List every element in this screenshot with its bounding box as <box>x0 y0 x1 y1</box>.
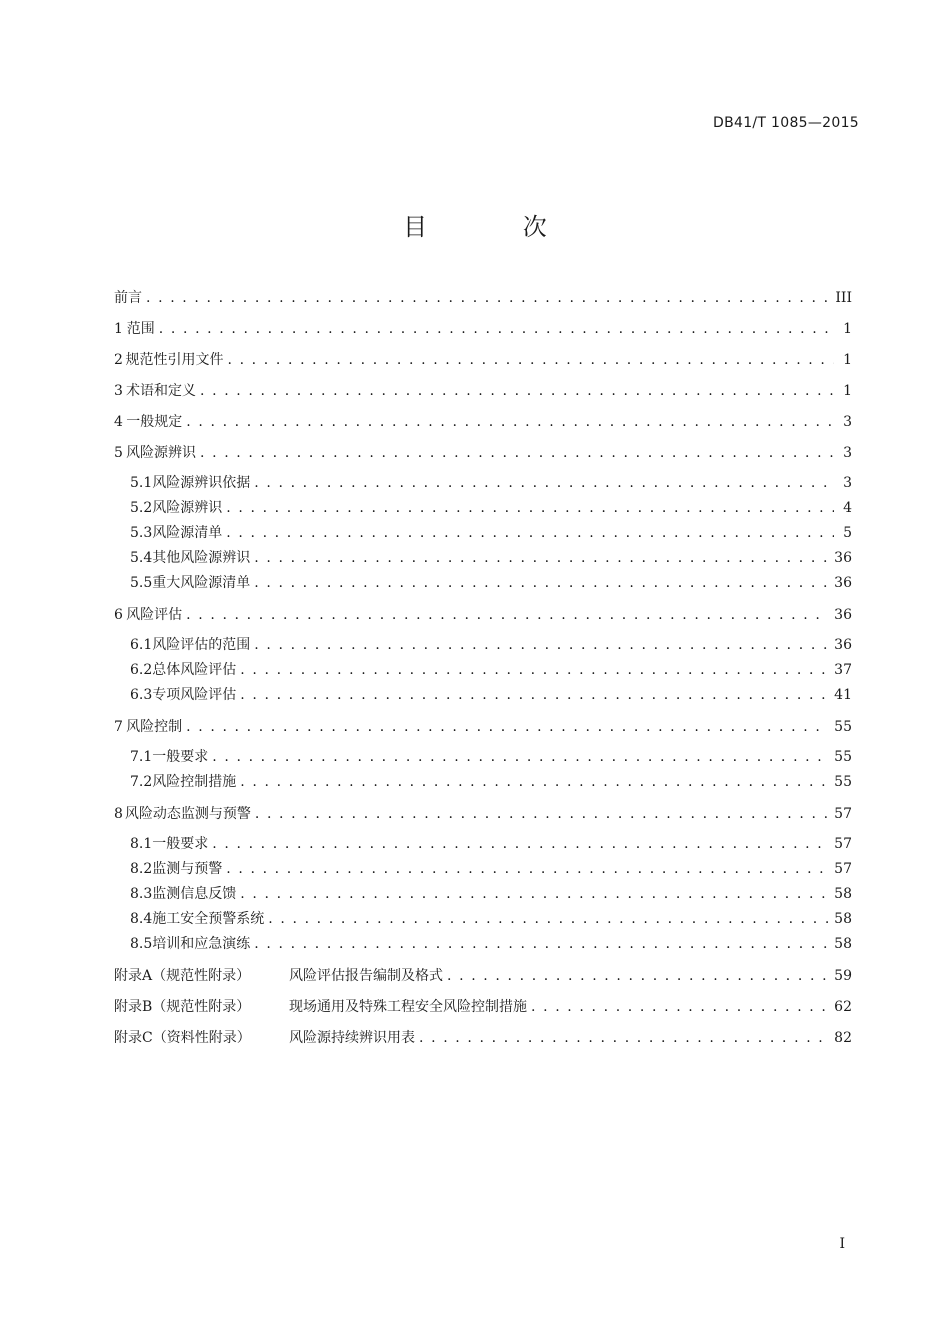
toc-page: 3 <box>843 414 852 430</box>
toc-page: 57 <box>834 861 852 877</box>
appendix-prefix: 附录A（规范性附录） <box>114 968 251 984</box>
leader-dots <box>447 963 828 989</box>
toc-page: 36 <box>834 575 852 591</box>
toc-label: 一般规定 <box>126 414 183 430</box>
appendix-prefix: 附录C（资料性附录） <box>114 1030 251 1046</box>
document-code: DB41/T 1085—2015 <box>713 115 859 131</box>
toc-number: 5.5 <box>130 575 153 591</box>
leader-dots <box>159 316 834 342</box>
toc-number: 7 <box>114 719 123 735</box>
leader-dots <box>226 496 834 520</box>
toc-label: 风险源持续辨识用表 <box>289 1030 415 1046</box>
leader-dots <box>200 440 834 466</box>
toc-label: 术语和定义 <box>126 383 196 399</box>
toc-label: 风险控制措施 <box>152 774 237 790</box>
leader-dots <box>212 832 828 856</box>
toc-page: 37 <box>834 662 852 678</box>
toc-number: 4 <box>114 414 123 430</box>
toc-entry[interactable] <box>114 832 852 857</box>
toc-entry[interactable] <box>114 496 852 521</box>
toc-label: 风险源辨识 <box>126 445 196 461</box>
toc-page: 36 <box>834 607 852 623</box>
leader-dots <box>227 347 834 373</box>
toc-entry[interactable] <box>114 745 852 770</box>
toc-entry[interactable] <box>114 440 852 471</box>
toc-number: 7.2 <box>130 774 153 790</box>
leader-dots <box>240 770 828 794</box>
toc-appendix-a[interactable] <box>114 963 852 994</box>
toc-page: 82 <box>834 1030 852 1046</box>
toc-number: 6 <box>114 607 123 623</box>
toc-entry[interactable] <box>114 602 852 633</box>
toc-number: 5.2 <box>130 500 153 516</box>
leader-dots <box>240 882 828 906</box>
toc-page: 5 <box>843 525 852 541</box>
toc-number: 6.2 <box>130 662 153 678</box>
toc-number: 5.4 <box>130 550 153 566</box>
toc-entry[interactable] <box>114 409 852 440</box>
toc-label: 风险动态监测与预警 <box>124 806 251 822</box>
leader-dots <box>419 1025 828 1051</box>
toc-appendix-c[interactable] <box>114 1025 852 1056</box>
toc-number: 2 <box>114 352 123 368</box>
leader-dots <box>531 994 828 1020</box>
leader-dots <box>186 714 828 740</box>
toc-label: 现场通用及特殊工程安全风险控制措施 <box>289 999 527 1015</box>
toc-entry[interactable] <box>114 546 852 571</box>
toc-label: 一般要求 <box>152 749 209 765</box>
toc-page: 3 <box>843 445 852 461</box>
toc-label: 培训和应急演练 <box>152 936 251 952</box>
toc-entry[interactable] <box>114 714 852 745</box>
toc-label: 风险源清单 <box>152 525 223 541</box>
toc-page: 4 <box>843 500 852 516</box>
toc-label: 范围 <box>126 321 155 337</box>
toc-label: 风险评估 <box>126 607 183 623</box>
leader-dots <box>200 378 834 404</box>
leader-dots <box>186 409 834 435</box>
toc-label: 总体风险评估 <box>152 662 237 678</box>
leader-dots <box>186 602 828 628</box>
toc-label: 风险源辨识依据 <box>152 475 251 491</box>
toc-label: 专项风险评估 <box>152 687 237 703</box>
toc-page: 62 <box>834 999 852 1015</box>
toc-page: 1 <box>843 383 852 399</box>
leader-dots <box>240 683 828 707</box>
toc-page: 58 <box>834 911 852 927</box>
toc-entry[interactable] <box>114 633 852 658</box>
toc-page: 55 <box>834 719 852 735</box>
toc-page: 1 <box>843 352 852 368</box>
toc-number: 8 <box>114 806 123 822</box>
toc-entry[interactable] <box>114 316 852 347</box>
table-of-contents <box>114 285 852 1056</box>
toc-page: III <box>835 290 852 306</box>
toc-number: 8.4 <box>130 911 153 927</box>
leader-dots <box>268 907 828 931</box>
leader-dots <box>226 857 828 881</box>
toc-entry[interactable] <box>114 471 852 496</box>
leader-dots <box>146 285 829 311</box>
leader-dots <box>212 745 828 769</box>
toc-number: 1 <box>114 321 123 337</box>
toc-page: 57 <box>834 836 852 852</box>
leader-dots <box>254 633 828 657</box>
toc-entry[interactable] <box>114 857 852 882</box>
toc-label: 风险评估报告编制及格式 <box>289 968 443 984</box>
leader-dots <box>254 571 828 595</box>
toc-label: 风险源辨识 <box>152 500 223 516</box>
toc-label: 施工安全预警系统 <box>152 911 265 927</box>
leader-dots <box>254 471 834 495</box>
toc-page: 59 <box>834 968 852 984</box>
toc-page: 58 <box>834 886 852 902</box>
toc-entry[interactable] <box>114 658 852 683</box>
toc-page: 1 <box>843 321 852 337</box>
toc-page: 3 <box>843 475 852 491</box>
toc-number: 5.1 <box>130 475 153 491</box>
toc-page: 36 <box>834 550 852 566</box>
toc-number: 5.3 <box>130 525 153 541</box>
toc-entry[interactable] <box>114 907 852 932</box>
toc-number: 3 <box>114 383 123 399</box>
toc-entry[interactable] <box>114 683 852 708</box>
toc-page: 55 <box>834 749 852 765</box>
toc-number: 8.3 <box>130 886 153 902</box>
toc-entry[interactable] <box>114 285 852 316</box>
toc-label: 前言 <box>114 290 142 306</box>
toc-entry[interactable] <box>114 932 852 957</box>
leader-dots <box>226 521 834 545</box>
toc-page: 57 <box>834 806 852 822</box>
footer-page-number: I <box>839 1236 845 1252</box>
toc-entry[interactable] <box>114 521 852 546</box>
leader-dots <box>254 546 828 570</box>
toc-label: 风险控制 <box>126 719 183 735</box>
leader-dots <box>254 932 828 956</box>
toc-number: 8.2 <box>130 861 153 877</box>
toc-label: 重大风险源清单 <box>152 575 251 591</box>
toc-label: 一般要求 <box>152 836 209 852</box>
toc-entry[interactable] <box>114 347 852 378</box>
toc-page: 36 <box>834 637 852 653</box>
appendix-prefix: 附录B（规范性附录） <box>114 999 251 1015</box>
toc-number: 7.1 <box>130 749 153 765</box>
toc-entry[interactable] <box>114 378 852 409</box>
toc-number: 8.1 <box>130 836 153 852</box>
toc-number: 8.5 <box>130 936 153 952</box>
toc-entry[interactable] <box>114 571 852 596</box>
toc-appendix-b[interactable] <box>114 994 852 1025</box>
toc-page: 41 <box>834 687 852 703</box>
toc-number: 6.3 <box>130 687 153 703</box>
toc-number: 6.1 <box>130 637 153 653</box>
page-title: 目 次 <box>403 213 591 241</box>
toc-entry[interactable] <box>114 770 852 795</box>
toc-label: 规范性引用文件 <box>125 352 224 368</box>
toc-number: 5 <box>114 445 123 461</box>
toc-label: 其他风险源辨识 <box>152 550 251 566</box>
toc-label: 风险评估的范围 <box>152 637 251 653</box>
toc-entry[interactable] <box>114 882 852 907</box>
toc-label: 监测与预警 <box>152 861 223 877</box>
toc-label: 监测信息反馈 <box>152 886 237 902</box>
leader-dots <box>240 658 828 682</box>
toc-page: 55 <box>834 774 852 790</box>
toc-entry[interactable] <box>114 801 852 832</box>
toc-page: 58 <box>834 936 852 952</box>
leader-dots <box>255 801 828 827</box>
